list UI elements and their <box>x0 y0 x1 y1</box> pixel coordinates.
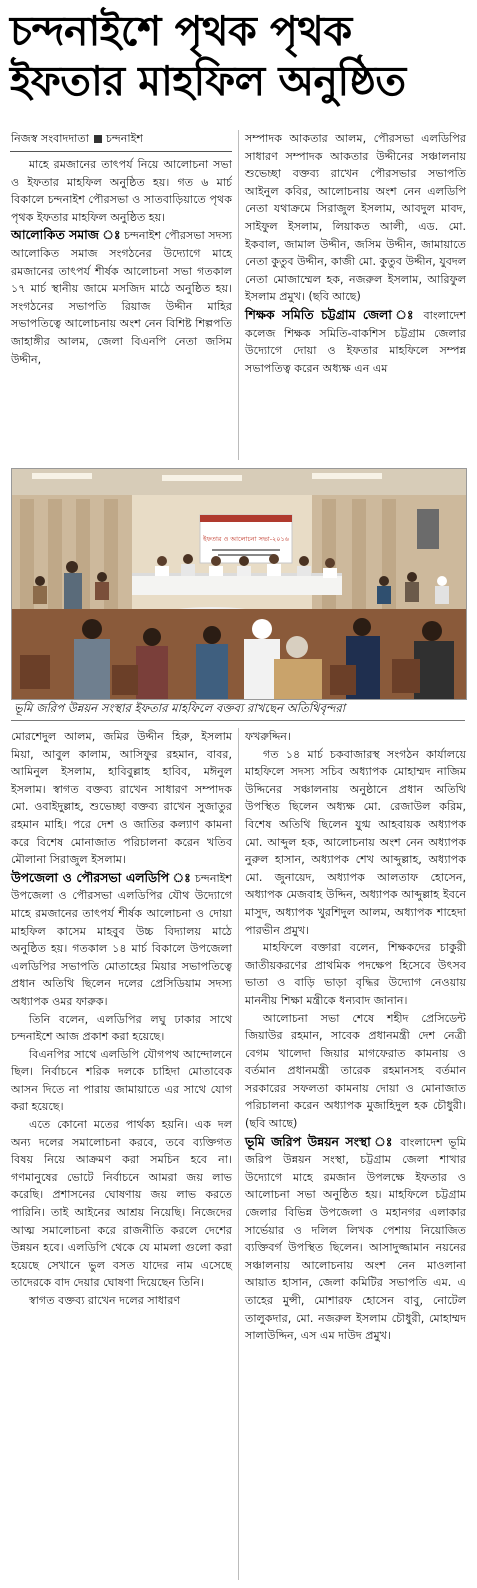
paragraph-text: বাংলাদেশ কলেজ শিক্ষক সমিতি-বাকশিস চট্টগ্রাম জেলার উদ্যোগে দোয়া ও ইফতার মাহফিলে সম্পন্ন সভাপতিত্ব করেন অধ্যক্ষ এন এম <box>245 308 466 375</box>
event-photo <box>11 468 467 700</box>
paragraph: মোরশেদুল আলম, জমির উদ্দীন হিরু, ইসলাম মিয়া, আবুল কালাম, আসিফুর রহমান, বাবর, আমিনুল ইসলাম, হাবিবুল্লাহ হাবিব, মঈনুল ইসলাম। স্বাগত বক্তব্য রাখেন সাধারণ সম্পাদক মো. ওবাইদুল্লাহ, শুভেচ্ছা বক্তব্য রাখেন সুজাতুর রহমান মাহি। পরে দেশ ও জাতির কল্যাণ কামনা করে বিশেষ মোনাজাত পরিচালনা করেন খতিব মৌলানা সিরাজুল ইসলাম। <box>11 730 232 867</box>
paragraph: স্বাগত বক্তব্য রাখেন দলের সাধারণ <box>29 1294 181 1307</box>
paragraph-text: চন্দনাইশ পৌরসভা সদস্য আলোকিত সমাজ সংগঠনের উদ্যোগে মাহে রমজানের তাৎপর্য শীর্ষক আলোচনা সভা গতকাল ১৭ মার্চ স্থানীয় জামে মসজিদ মাঠে অনুষ্ঠিত হয়। সংগঠনের সভাপতি রিয়াজ উদ্দীন মাহির সভাপতিত্বে আলোচনায় অংশ নেন বিশিষ্ট শিল্পপতি জাহাঙ্গীর আলম, জেলা বিএনপি নেতা জসিম উদ্দীন, <box>11 229 232 366</box>
paragraph: এতে কোনো মতের পার্থক্য হয়নি। এক দল অন্য দলের সমালোচনা করবে, তবে ব্যক্তিগত বিষয় নিয়ে আক্রমণ করা সমচিন হবে না। গণমানুষের ভোটে নির্বাচনে আমরা জয় লাভ করেছি। প্রশাসনের ঘোষণায় জয় লাভ করতে পারিনি। তাই আইনের আশ্রয় নিয়েছি। নিজেদের আত্ম সমালোচনা করে রাজনীতি করলে দেশের উন্নয়ন হবে। এলডিপি থেকে যে মামলা গুলো করা হয়েছে সেখানে ভুল বসত যাদের নাম এসেছে তাদেরকে বাদ দেয়ার ঘোষণা দিয়েছেন তিনি। <box>11 1118 232 1290</box>
subheading: শিক্ষক সমিতি চট্টগ্রাম জেলা ঃ <box>245 306 417 322</box>
paragraph: গত ১৪ মার্চ চকবাজারস্থ সংগঠন কার্যালয়ে মাহফিলে সদস্য সচিব অধ্যাপক মোহাম্মদ নাজিম উদ্দিনের সঞ্চালনায় অনুষ্ঠানে প্রধান অতিথি উপস্থিত ছিলেন অধ্যক্ষ মো. রেজাউল করিম, বিশেষ অতিথি ছিলেন যুগ্ম আহবায়ক অধ্যাপক মো. আব্দুল হক, আলোচনায় অংশ নেন অধ্যাপক নুরুল হাসান, অধ্যাপক শেখ আব্দুল্লাহ, অধ্যাপক মো. জুনায়েদ, অধ্যাপক আলতাফ হোসেন, অধ্যাপক মেজবাহ উদ্দিন, অধ্যাপক আব্দুল্লাহ ইবনে মাসুদ, অধ্যাপক খুরশিদুল আলম, অধ্যাপক শাহেদা পারভীন প্রমুখ। <box>245 747 466 937</box>
column-divider-bottom <box>238 728 239 1580</box>
byline-reporter: নিজস্ব সংবাদদাতা <box>11 132 89 145</box>
paragraph: আলোচনা সভা শেষে শহীদ প্রেসিডেন্ট জিয়াউর রহমান, সাবেক প্রধানমন্ত্রী দেশ নেত্রী বেগম খালেদা জিয়ার মাগফেরাত কামনায় ও বর্তমান প্রধানমন্ত্রী তারেক রহমানসহ বর্তমান সরকারের সফলতা কামনায় দোয়া ও মোনাজাত পরিচালনা করেন অধ্যাপক মুজাহিদুল হক চৌধুরী। (ছবি আছে) <box>245 1011 466 1131</box>
column-bottom-right <box>245 728 466 1345</box>
paragraph: ফখরুদ্দিন। <box>245 730 291 743</box>
headline <box>10 6 470 106</box>
square-bullet-icon <box>94 135 102 143</box>
paragraph-subhead <box>11 869 232 1011</box>
headline-line-2: ইফতার মাহফিল অনুষ্ঠিত <box>10 57 406 105</box>
column-divider-top <box>238 130 239 460</box>
paragraph: মাহে রমজানের তাৎপর্য নিয়ে আলোচনা সভা ও ইফতার মাহফিল অনুষ্ঠিত হয়। গত ৬ মার্চ বিকালে চন্দনাইশ পৌরসভা ও সাতবাড়িয়াতে পৃথক পৃথক ইফতার মাহফিল অনুষ্ঠিত হয়। <box>11 158 232 224</box>
paragraph: তিনি বলেন, এলডিপির লঘু ঢাকার সাথে চন্দনাইশে আজ প্রকাশ করা হয়েছে। <box>11 1012 232 1044</box>
column-bottom-left <box>11 728 232 1310</box>
paragraph-subhead <box>245 306 466 377</box>
byline-divider <box>10 151 232 152</box>
paragraph-text: বাংলাদেশ ভূমি জরিপ উন্নয়ন সংস্থা, চট্টগ্রাম জেলা শাখার উদ্যোগে মাহে রমজান উপলক্ষে ইফতার ও আলোচনা সভা অনুষ্ঠিত হয়। মাহফিলে চট্টগ্রাম জেলার বিভিন্ন উপজেলা ও মহানগর এলাকার সার্ভেয়ার ও দলিল লিখক পেশায় নিয়োজিত ব্যক্তিবর্গ উপস্থিত ছিলেন। আসাদুজ্জামান নয়নের সঞ্চালনায় আলোচনায় অংশ নেন মাওলানা আয়াত হাসান, জেলা কমিটির সভাপতি এম. এ তাহের মুন্সী, মোশারফ হোসেন বাবু, নোটেল তালুকদার, মো. নজরুল ইসলাম চৌধুরী, মোহাম্মদ সালাউদ্দিন, এস এম দাউদ প্রমুখ। <box>245 1135 467 1343</box>
byline-location: চন্দনাইশ <box>105 132 143 145</box>
paragraph-text: চন্দনাইশ উপজেলা ও পৌরসভা এলডিপির যৌথ উদ্যোগে মাহে রমজানের তাৎপর্য শীর্ষক আলোচনা ও দোয়া মাহফিল কাসেম মাহবুব উচ্চ বিদ্যালয় মাঠে অনুষ্ঠিত হয়। গতকাল ১৪ মার্চ বিকালে উপজেলা এলডিপির সভাপতি মোতাহের মিয়ার সভাপতিত্বে প্রধান অতিথি ছিলেন দলের প্রেসিডিয়াম সদস্য অধ্যাপক ওমর ফারুক। <box>11 871 232 1008</box>
byline <box>11 130 236 147</box>
column-top-left <box>11 156 232 368</box>
subheading: ভূমি জরিপ উন্নয়ন সংস্থা ঃ <box>245 1133 395 1149</box>
paragraph-subhead <box>11 226 232 368</box>
event-photo-illustration <box>12 469 466 699</box>
paragraph: মাহফিলে বক্তারা বলেন, শিক্ষকদের চাকুরী জাতীয়করণের প্রাথমিক পদক্ষেপ হিসেবে উৎসব ভাতা ও বাড়ি ভাড়া বৃদ্ধির উদ্যোগ নেওয়ায় মাননীয় শিক্ষা মন্ত্রীকে ধন্যবাদ জানান। <box>245 941 466 1007</box>
caption-divider <box>11 720 465 721</box>
subheading: উপজেলা ও পৌরসভা এলডিপি ঃ <box>11 869 192 885</box>
paragraph: বিএনপির সাথে এলডিপি যৌগপথ আন্দোলনে ছিল। নির্বাচনে শরিক দলকে চাহিদা মোতাবেক আসন দিতে না পারায় জামায়াতে এর সাথে যোগ করা হয়েছে। <box>11 1047 232 1114</box>
headline-line-1: চন্দনাইশে পৃথক পৃথক <box>10 7 352 55</box>
column-top-right <box>245 130 466 377</box>
photo-caption: ভূমি জরিপ উন্নয়ন সংস্থার ইফতার মাহফিলে বক্তব্য রাখছেন অতিথিবৃন্দরা <box>14 701 346 715</box>
subheading: আলোকিত সমাজ ঃ <box>11 227 121 243</box>
banner-text: ইফতার ও আলোচনা সভা-২০১৬ <box>203 535 289 543</box>
paragraph-subhead <box>245 1133 466 1345</box>
paragraph: সম্পাদক আকতার আলম, পৌরসভা এলডিপির সাধারণ সম্পাদক আকতার উদ্দীনের সঞ্চালনায় শুভেচ্ছা বক্তব্য রাখেন পৌরসভার সভাপতি আইনুল কবির, আলোচনায় অংশ নেন এলডিপি নেতা যথাক্রমে সিরাজুল ইসলাম, আবদুল মাবদ, সাইফুল ইসলাম, লিয়াকত আলী, এড. মো. ইকবাল, জামাল উদ্দীন, জসিম উদ্দীন, জামায়াতে নেতা কুতুব উদ্দীন, কাজী মো. কুতুব উদ্দীন, যুবদল নেতা মোজাম্মেল হক, নজরুল ইসলাম, আরিফুল ইসলাম প্রমুখ। (ছবি আছে) <box>245 132 466 304</box>
